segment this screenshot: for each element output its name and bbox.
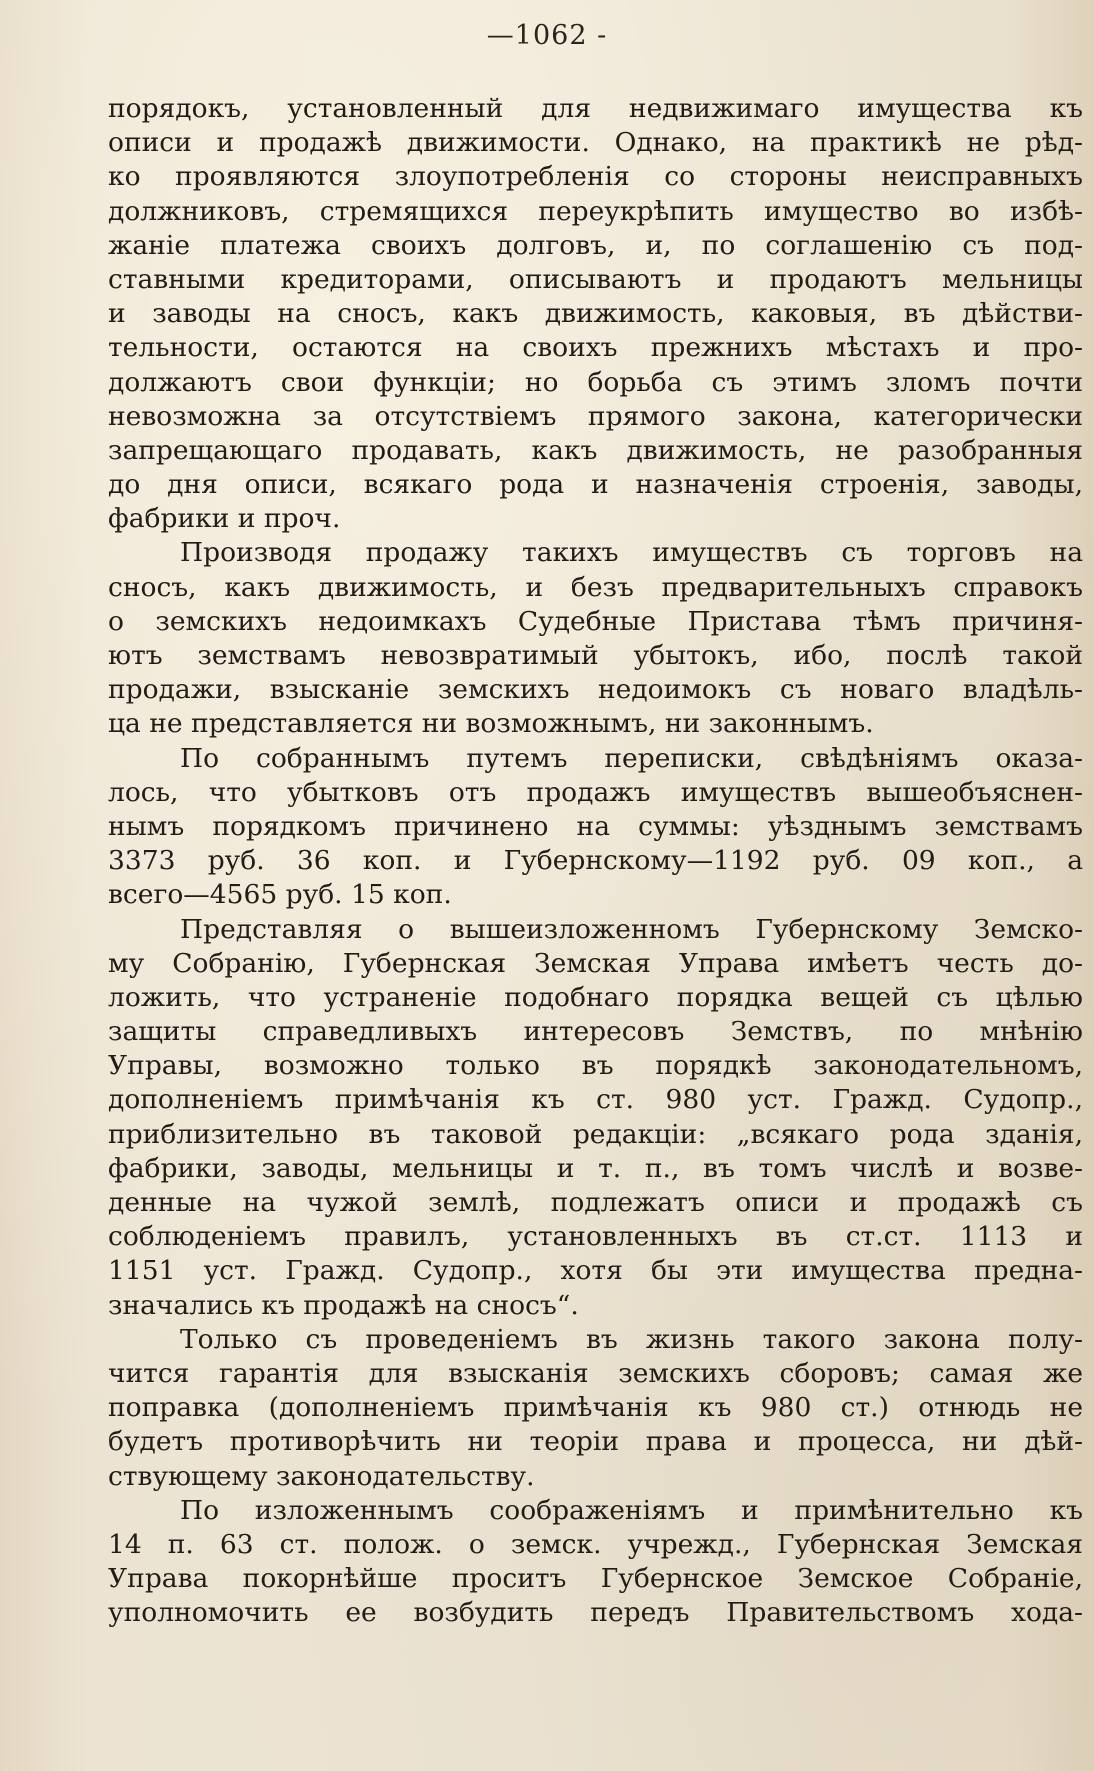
text-body <box>108 92 1083 1630</box>
text-line: значались къ продажѣ на сносъ“. <box>108 1289 579 1321</box>
paragraph <box>108 742 1083 913</box>
text-line: По собраннымъ путемъ переписки, свѣдѣніямъ оказа- <box>180 742 1083 774</box>
text-line: запрещающаго продавать, какъ движимость, не разобранныя <box>108 434 1083 466</box>
text-line: поправка (дополненіемъ примѣчанія къ 980 ст.) отнюдь не <box>108 1392 1083 1424</box>
text-line: 3373 руб. 36 коп. и Губернскому—1192 руб. 09 коп., а <box>108 845 1083 877</box>
text-line: фабрики, заводы, мельницы и т. п., въ томъ числѣ и возве- <box>108 1152 1083 1184</box>
text-line: невозможна за отсутствіемъ прямого закона, категорически <box>108 400 1083 432</box>
text-line: до дня описи, всякаго рода и назначенія строенія, заводы, <box>108 469 1083 501</box>
text-line: тельности, остаются на своихъ прежнихъ мѣстахъ и про- <box>108 332 1083 364</box>
text-line: Производя продажу такихъ имуществъ съ торговъ на <box>180 537 1083 569</box>
text-line: жаніе платежа своихъ долговъ, и, по соглашенію съ под- <box>108 229 1083 261</box>
text-line: чится гарантія для взысканія земскихъ сборовъ; самая же <box>108 1357 1083 1389</box>
text-line: денные на чужой землѣ, подлежатъ описи и продажѣ съ <box>108 1187 1083 1218</box>
text-line: По изложеннымъ соображеніямъ и примѣнительно къ <box>180 1494 1083 1526</box>
text-line: порядокъ, установленный для недвижимаго имущества къ <box>108 93 1083 124</box>
text-line: должаютъ свои функціи; но борьба съ этимъ зломъ почти <box>108 366 1083 398</box>
text-line: защиты справедливыхъ интересовъ Земствъ, по мнѣнію <box>108 1016 1083 1048</box>
paragraph <box>108 92 1083 536</box>
text-line: о земскихъ недоимкахъ Судебные Пристава тѣмъ причиня- <box>108 605 1083 637</box>
text-line: му Собранію, Губернская Земская Управа имѣетъ честь до- <box>108 947 1083 979</box>
text-line: продажи, взысканіе земскихъ недоимокъ съ новаго владѣль- <box>108 674 1083 706</box>
text-line: 1151 уст. Гражд. Судопр., хотя бы эти имущества предна- <box>108 1255 1083 1287</box>
text-line: Управа покорнѣйше проситъ Губернское Земское Собраніе, <box>108 1563 1083 1595</box>
text-line: ствующему законодательству. <box>108 1460 535 1492</box>
paragraph <box>108 1494 1083 1631</box>
text-line: будетъ противорѣчить ни теоріи права и процесса, ни дѣй- <box>108 1426 1083 1458</box>
text-line: фабрики и проч. <box>108 503 341 535</box>
text-line: уполномочить ее возбудить передъ Правительствомъ хода- <box>108 1597 1083 1629</box>
paragraph <box>108 1323 1083 1494</box>
text-line: и заводы на сносъ, какъ движимость, каковыя, въ дѣйстви- <box>108 298 1083 330</box>
text-line: всего—4565 руб. 15 коп. <box>108 879 452 911</box>
text-line: Представляя о вышеизложенномъ Губернскому Земско- <box>180 913 1083 945</box>
text-line: ложить, что устраненіе подобнаго порядка вещей съ цѣлью <box>108 981 1083 1013</box>
text-line: ставными кредиторами, описываютъ и продаютъ мельницы <box>108 263 1083 295</box>
text-line: ютъ земствамъ невозвратимый убытокъ, ибо, послѣ такой <box>108 640 1083 671</box>
paragraph <box>108 913 1083 1323</box>
text-line: приблизительно въ таковой редакціи: „всякаго рода зданія, <box>108 1118 1083 1150</box>
text-line: лось, что убытковъ отъ продажъ имуществъ вышеобъяснен- <box>108 776 1083 808</box>
text-line: описи и продажѣ движимости. Однако, на практикѣ не рѣд- <box>108 127 1083 159</box>
text-line: нымъ порядкомъ причинено на суммы: уѣзднымъ земствамъ <box>108 810 1083 842</box>
text-line: сносъ, какъ движимость, и безъ предварительныхъ справокъ <box>108 571 1083 603</box>
page-number: —1062 - <box>486 20 608 51</box>
text-line: Только съ проведеніемъ въ жизнь такого закона полу- <box>180 1323 1083 1355</box>
text-line: ко проявляются злоупотребленія со стороны неисправныхъ <box>108 161 1083 193</box>
text-line: 14 п. 63 ст. полож. о земск. учрежд., Губернская Земская <box>108 1528 1083 1560</box>
paragraph <box>108 536 1083 741</box>
text-line: дополненіемъ примѣчанія къ ст. 980 уст. Гражд. Судопр., <box>108 1084 1083 1116</box>
text-line: должниковъ, стремящихся переукрѣпить имущество во избѣ- <box>108 195 1083 227</box>
text-line: ца не представляется ни возможнымъ, ни законнымъ. <box>108 708 874 740</box>
text-line: Управы, возможно только въ порядкѣ законодательномъ, <box>108 1050 1083 1082</box>
text-line: соблюденіемъ правилъ, установленныхъ въ ст.ст. 1113 и <box>108 1221 1083 1253</box>
